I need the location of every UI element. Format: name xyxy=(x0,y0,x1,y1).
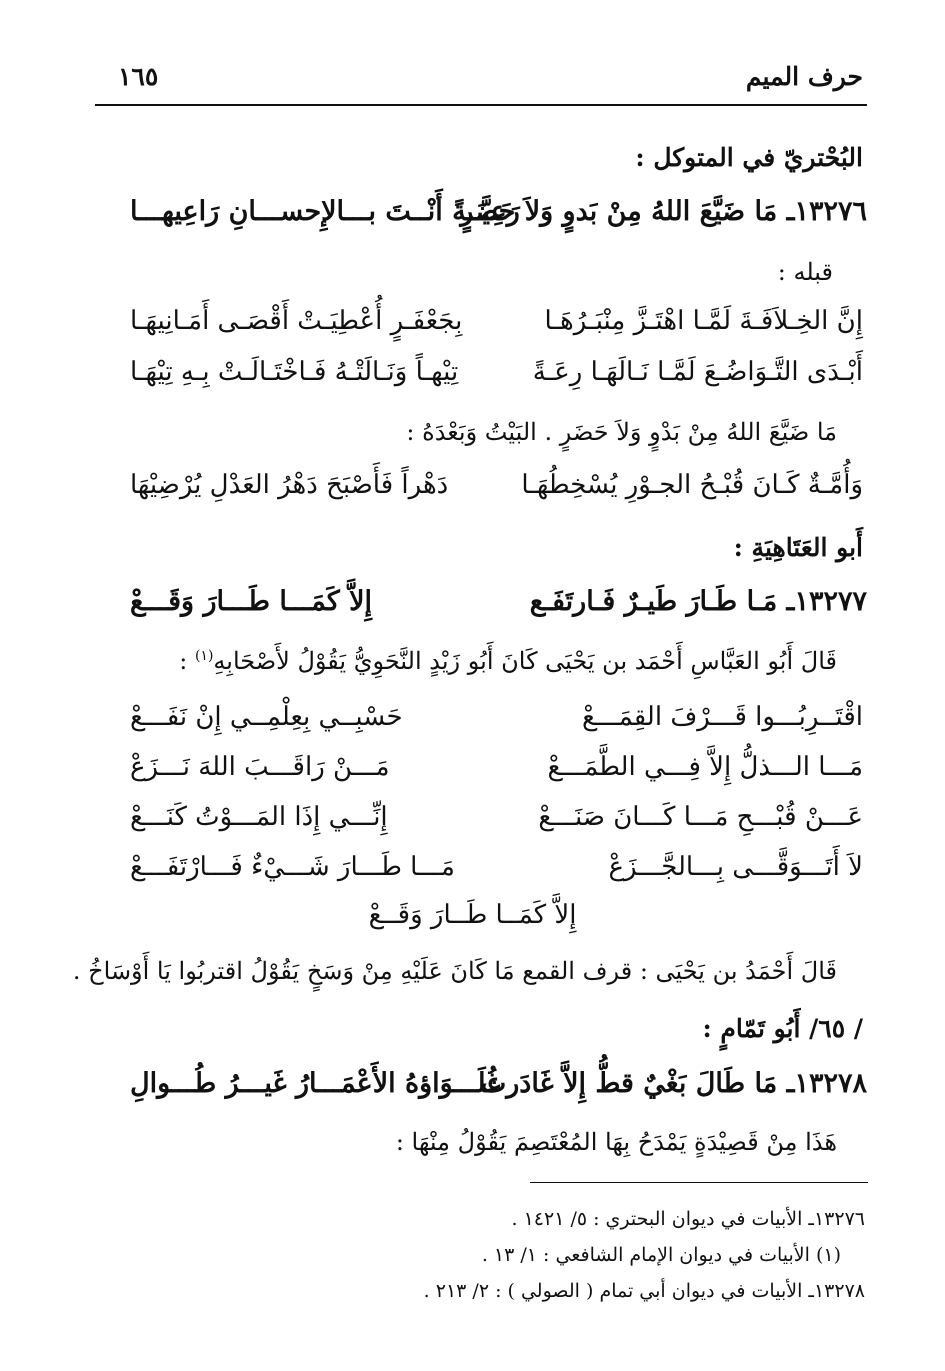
header-rule xyxy=(95,104,867,106)
after-verse-note: مَا ضَيَّعَ اللهُ مِنْ بَدْوٍ وَلاَ حَضَرٍ . البَيْتُ وَبَعْدَهُ : xyxy=(406,418,837,446)
section-heading-atahiya: أَبو العَتَاهِيَةِ : xyxy=(733,533,863,562)
abbas-note-text: قَالَ أَبُو العَبَّاسِ أَحْمَد بن يَحْيَى كَانَ أَبُو زَيْدٍ النَّحَوِيُّ يَقُوْلُ لأَصْحَابِهِ xyxy=(213,647,837,675)
verse-13276-second-hemistich: رَعِيَّــةً أَنْــتَ بـــالإِحســـانِ رَاعِيهـــا xyxy=(130,196,520,227)
qablahu-note: قبله : xyxy=(777,258,833,286)
page-number: ١٦٥ xyxy=(118,62,159,91)
verse-13277-first-hemistich: ١٣٢٧٧ـ مَـا طَـارَ طَيـرٌ فَـارتَفَـع xyxy=(529,586,867,617)
verse-c-first: وَأُمَّـةٌ كَـانَ قُبْـحُ الجـوْرِ يُسْخِطُهَـا xyxy=(521,470,863,500)
poem-line-2-second: مَـــنْ رَاقَـــبَ اللهَ نَـــزَعْ xyxy=(130,752,390,782)
verse-a-first: إِنَّ الخِـلاَفَـةَ لَمَّـا اهْتَـزَّ مِنْبَـرُهَـا xyxy=(544,306,863,336)
poem-last-line: إِلاَّ كَمَــا طَــارَ وَقَــعْ xyxy=(368,900,577,930)
poem-line-3-first: عَـــنْ قُبْـــحِ مَـــا كَـــانَ صَنَـــعْ xyxy=(538,802,863,832)
poem-line-1-second: حَسْبِــي بِعِلْمِــي إِنْ نَفَـــعْ xyxy=(130,702,403,732)
tammam-note: هَذَا مِنْ قَصِيْدَةٍ يَمْدَحُ بِهَا المُعْتَصِمَ يَقُوْلُ مِنْهَا : xyxy=(395,1128,837,1156)
footnote-13278: ١٣٢٧٨ـ الأبيات في ديوان أبي تمام ( الصولي ) : ٢/ ٢١٣ . xyxy=(423,1280,865,1302)
section-heading-buhturi: البُحْتريّ في المتوكل : xyxy=(635,143,863,172)
poem-line-3-second: إِنِّـــي إِذَا المَـــوْتُ كَنَـــعْ xyxy=(130,802,388,832)
footnote-rule xyxy=(530,1182,868,1183)
poem-line-4-first: لاَ أَتَـــوَقَّـــى بِـــالجَّـــزَعْ xyxy=(608,852,863,882)
verse-b-first: أَبْـدَى التَّـوَاضُـعَ لَمَّـا نَـالَهَـا رِعَـةً xyxy=(532,357,863,387)
verse-13277-second-hemistich: إِلاَّ كَمَـــا طَـــارَ وَقَـــعْ xyxy=(130,586,373,617)
verse-13278-first-hemistich: ١٣٢٧٨ـ مَا طَالَ بَغْيٌ قطُّ إِلاَّ غَادَرت xyxy=(480,1068,867,1099)
verse-13278-second-hemistich: غُلَـــوَاؤهُ الأَعْمَـــارُ غَيـــرُ طُـــوالِ xyxy=(130,1068,501,1099)
section-heading-tammam: / ٦٥/ أَبُو تَمّامٍ : xyxy=(702,1014,863,1043)
poem-line-2-first: مَـــا الـــذلُّ إِلاَّ فِـــي الطَّمَـــعْ xyxy=(547,752,863,782)
verse-13276-first-hemistich: ١٣٢٧٦ـ مَا ضَيَّعَ اللهُ مِنْ بَدوٍ وَلاَ حَضَرٍ xyxy=(460,196,867,227)
footnote-1: (١) الأبيات في ديوان الإمام الشافعي : ١/ ١٣ . xyxy=(481,1244,841,1266)
footnote-13276: ١٣٢٧٦ـ الأبيات في ديوان البحتري : ٥/ ١٤٢١ . xyxy=(511,1208,865,1230)
abbas-note-tail: : xyxy=(179,647,195,675)
ahmad-note: قَالَ أَحْمَدُ بن يَحْيَى : قرف القمع مَا كَانَ عَلَيْهِ مِنْ وَسَخٍ يَقُوْلُ اقتربُوا يَا أَوْسَاخُ . xyxy=(72,957,837,985)
chapter-title: حرف الميم xyxy=(745,62,863,91)
poem-line-1-first: اقْتَــرِبُـــوا قَـــرْفَ القِمَـــعْ xyxy=(582,702,863,732)
poem-line-4-second: مَـــا طَـــارَ شَـــيْءٌ فَـــارْتَفَـــعْ xyxy=(130,852,455,882)
footnote-ref-1: (١) xyxy=(194,648,214,664)
verse-b-second: تِيْهـاً وَنَـالَتْـهُ فَـاخْتَـالَـتْ بِـهِ تِيْهَـا xyxy=(130,357,459,387)
verse-a-second: بِجَعْفَـرٍ أُعْطِيَـتْ أَقْصَـى أَمَـانِيهَـا xyxy=(130,306,463,336)
verse-c-second: دَهْراً فَأَصْبَحَ دَهْرُ العَدْلِ يُرْضِيْهَا xyxy=(130,470,449,500)
abbas-note xyxy=(179,647,837,675)
